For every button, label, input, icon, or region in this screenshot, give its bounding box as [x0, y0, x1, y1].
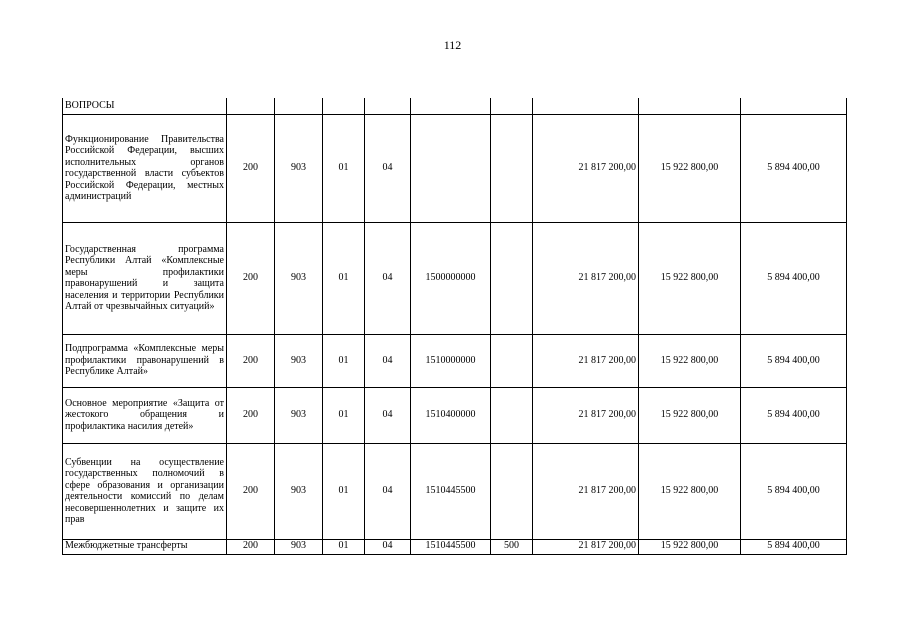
ved-cell: 200 — [227, 334, 275, 387]
sum-1-cell: 21 817 200,00 — [533, 114, 639, 222]
gr-cell — [275, 98, 323, 114]
vr-cell — [491, 98, 533, 114]
sum-3-cell: 5 894 400,00 — [741, 539, 847, 554]
csr-cell — [411, 114, 491, 222]
vr-cell — [491, 387, 533, 443]
table-row — [63, 114, 847, 222]
row-name: Субвенции на осуществление государственных полномочий в сфере образования и организации деятельности комиссий по делам несовершеннолетних и защите их прав — [63, 443, 227, 539]
table-row — [63, 334, 847, 387]
sum-1-cell: 21 817 200,00 — [533, 222, 639, 334]
table-row — [63, 222, 847, 334]
row-name: Государственная программа Республики Алтай «Комплексные меры профилактики правонарушений и защита населения и территории Республики Алтай от чрезвычайных ситуаций» — [63, 222, 227, 334]
ved-cell: 200 — [227, 114, 275, 222]
gr-cell: 903 — [275, 334, 323, 387]
pr-cell: 04 — [365, 539, 411, 554]
pr-cell: 04 — [365, 443, 411, 539]
table-row — [63, 539, 847, 554]
csr-cell: 1510000000 — [411, 334, 491, 387]
gr-cell: 903 — [275, 114, 323, 222]
sum-3-cell: 5 894 400,00 — [741, 222, 847, 334]
rz-cell: 01 — [323, 387, 365, 443]
ved-cell: 200 — [227, 539, 275, 554]
sum-1-cell: 21 817 200,00 — [533, 539, 639, 554]
ved-cell: 200 — [227, 443, 275, 539]
sum-1-cell: 21 817 200,00 — [533, 387, 639, 443]
rz-cell: 01 — [323, 334, 365, 387]
csr-cell: 1510445500 — [411, 539, 491, 554]
sum-1-cell: 21 817 200,00 — [533, 443, 639, 539]
table-row — [63, 98, 847, 114]
sum-2-cell: 15 922 800,00 — [639, 114, 741, 222]
table-row — [63, 443, 847, 539]
gr-cell: 903 — [275, 387, 323, 443]
gr-cell: 903 — [275, 539, 323, 554]
pr-cell: 04 — [365, 114, 411, 222]
rz-cell: 01 — [323, 539, 365, 554]
budget-table — [62, 98, 847, 555]
table-row — [63, 387, 847, 443]
csr-cell: 1510445500 — [411, 443, 491, 539]
sum-2-cell: 15 922 800,00 — [639, 539, 741, 554]
rz-cell — [323, 98, 365, 114]
sum-3-cell — [741, 98, 847, 114]
sum-3-cell: 5 894 400,00 — [741, 387, 847, 443]
sum-3-cell: 5 894 400,00 — [741, 114, 847, 222]
gr-cell: 903 — [275, 443, 323, 539]
csr-cell: 1510400000 — [411, 387, 491, 443]
vr-cell — [491, 334, 533, 387]
vr-cell — [491, 443, 533, 539]
row-name: Межбюджетные трансферты — [63, 539, 227, 554]
vr-cell: 500 — [491, 539, 533, 554]
ved-cell — [227, 98, 275, 114]
sum-2-cell: 15 922 800,00 — [639, 334, 741, 387]
sum-2-cell: 15 922 800,00 — [639, 222, 741, 334]
ved-cell: 200 — [227, 387, 275, 443]
row-name: Основное мероприятие «Защита от жестокого обращения и профилактика насилия детей» — [63, 387, 227, 443]
pr-cell: 04 — [365, 387, 411, 443]
rz-cell: 01 — [323, 222, 365, 334]
row-name: Подпрограмма «Комплексные меры профилактики правонарушений в Республике Алтай» — [63, 334, 227, 387]
sum-2-cell — [639, 98, 741, 114]
sum-1-cell — [533, 98, 639, 114]
csr-cell — [411, 98, 491, 114]
csr-cell: 1500000000 — [411, 222, 491, 334]
sum-1-cell: 21 817 200,00 — [533, 334, 639, 387]
page-number: 112 — [443, 38, 462, 52]
rz-cell: 01 — [323, 114, 365, 222]
sum-3-cell: 5 894 400,00 — [741, 443, 847, 539]
rz-cell: 01 — [323, 443, 365, 539]
vr-cell — [491, 114, 533, 222]
sum-2-cell: 15 922 800,00 — [639, 443, 741, 539]
row-name: ВОПРОСЫ — [63, 98, 227, 114]
pr-cell: 04 — [365, 222, 411, 334]
row-name: Функционирование Правительства Российской Федерации, высших исполнительных органов государственной власти субъектов Российской Федерации, местных администраций — [63, 114, 227, 222]
gr-cell: 903 — [275, 222, 323, 334]
vr-cell — [491, 222, 533, 334]
sum-3-cell: 5 894 400,00 — [741, 334, 847, 387]
sum-2-cell: 15 922 800,00 — [639, 387, 741, 443]
pr-cell — [365, 98, 411, 114]
ved-cell: 200 — [227, 222, 275, 334]
pr-cell: 04 — [365, 334, 411, 387]
